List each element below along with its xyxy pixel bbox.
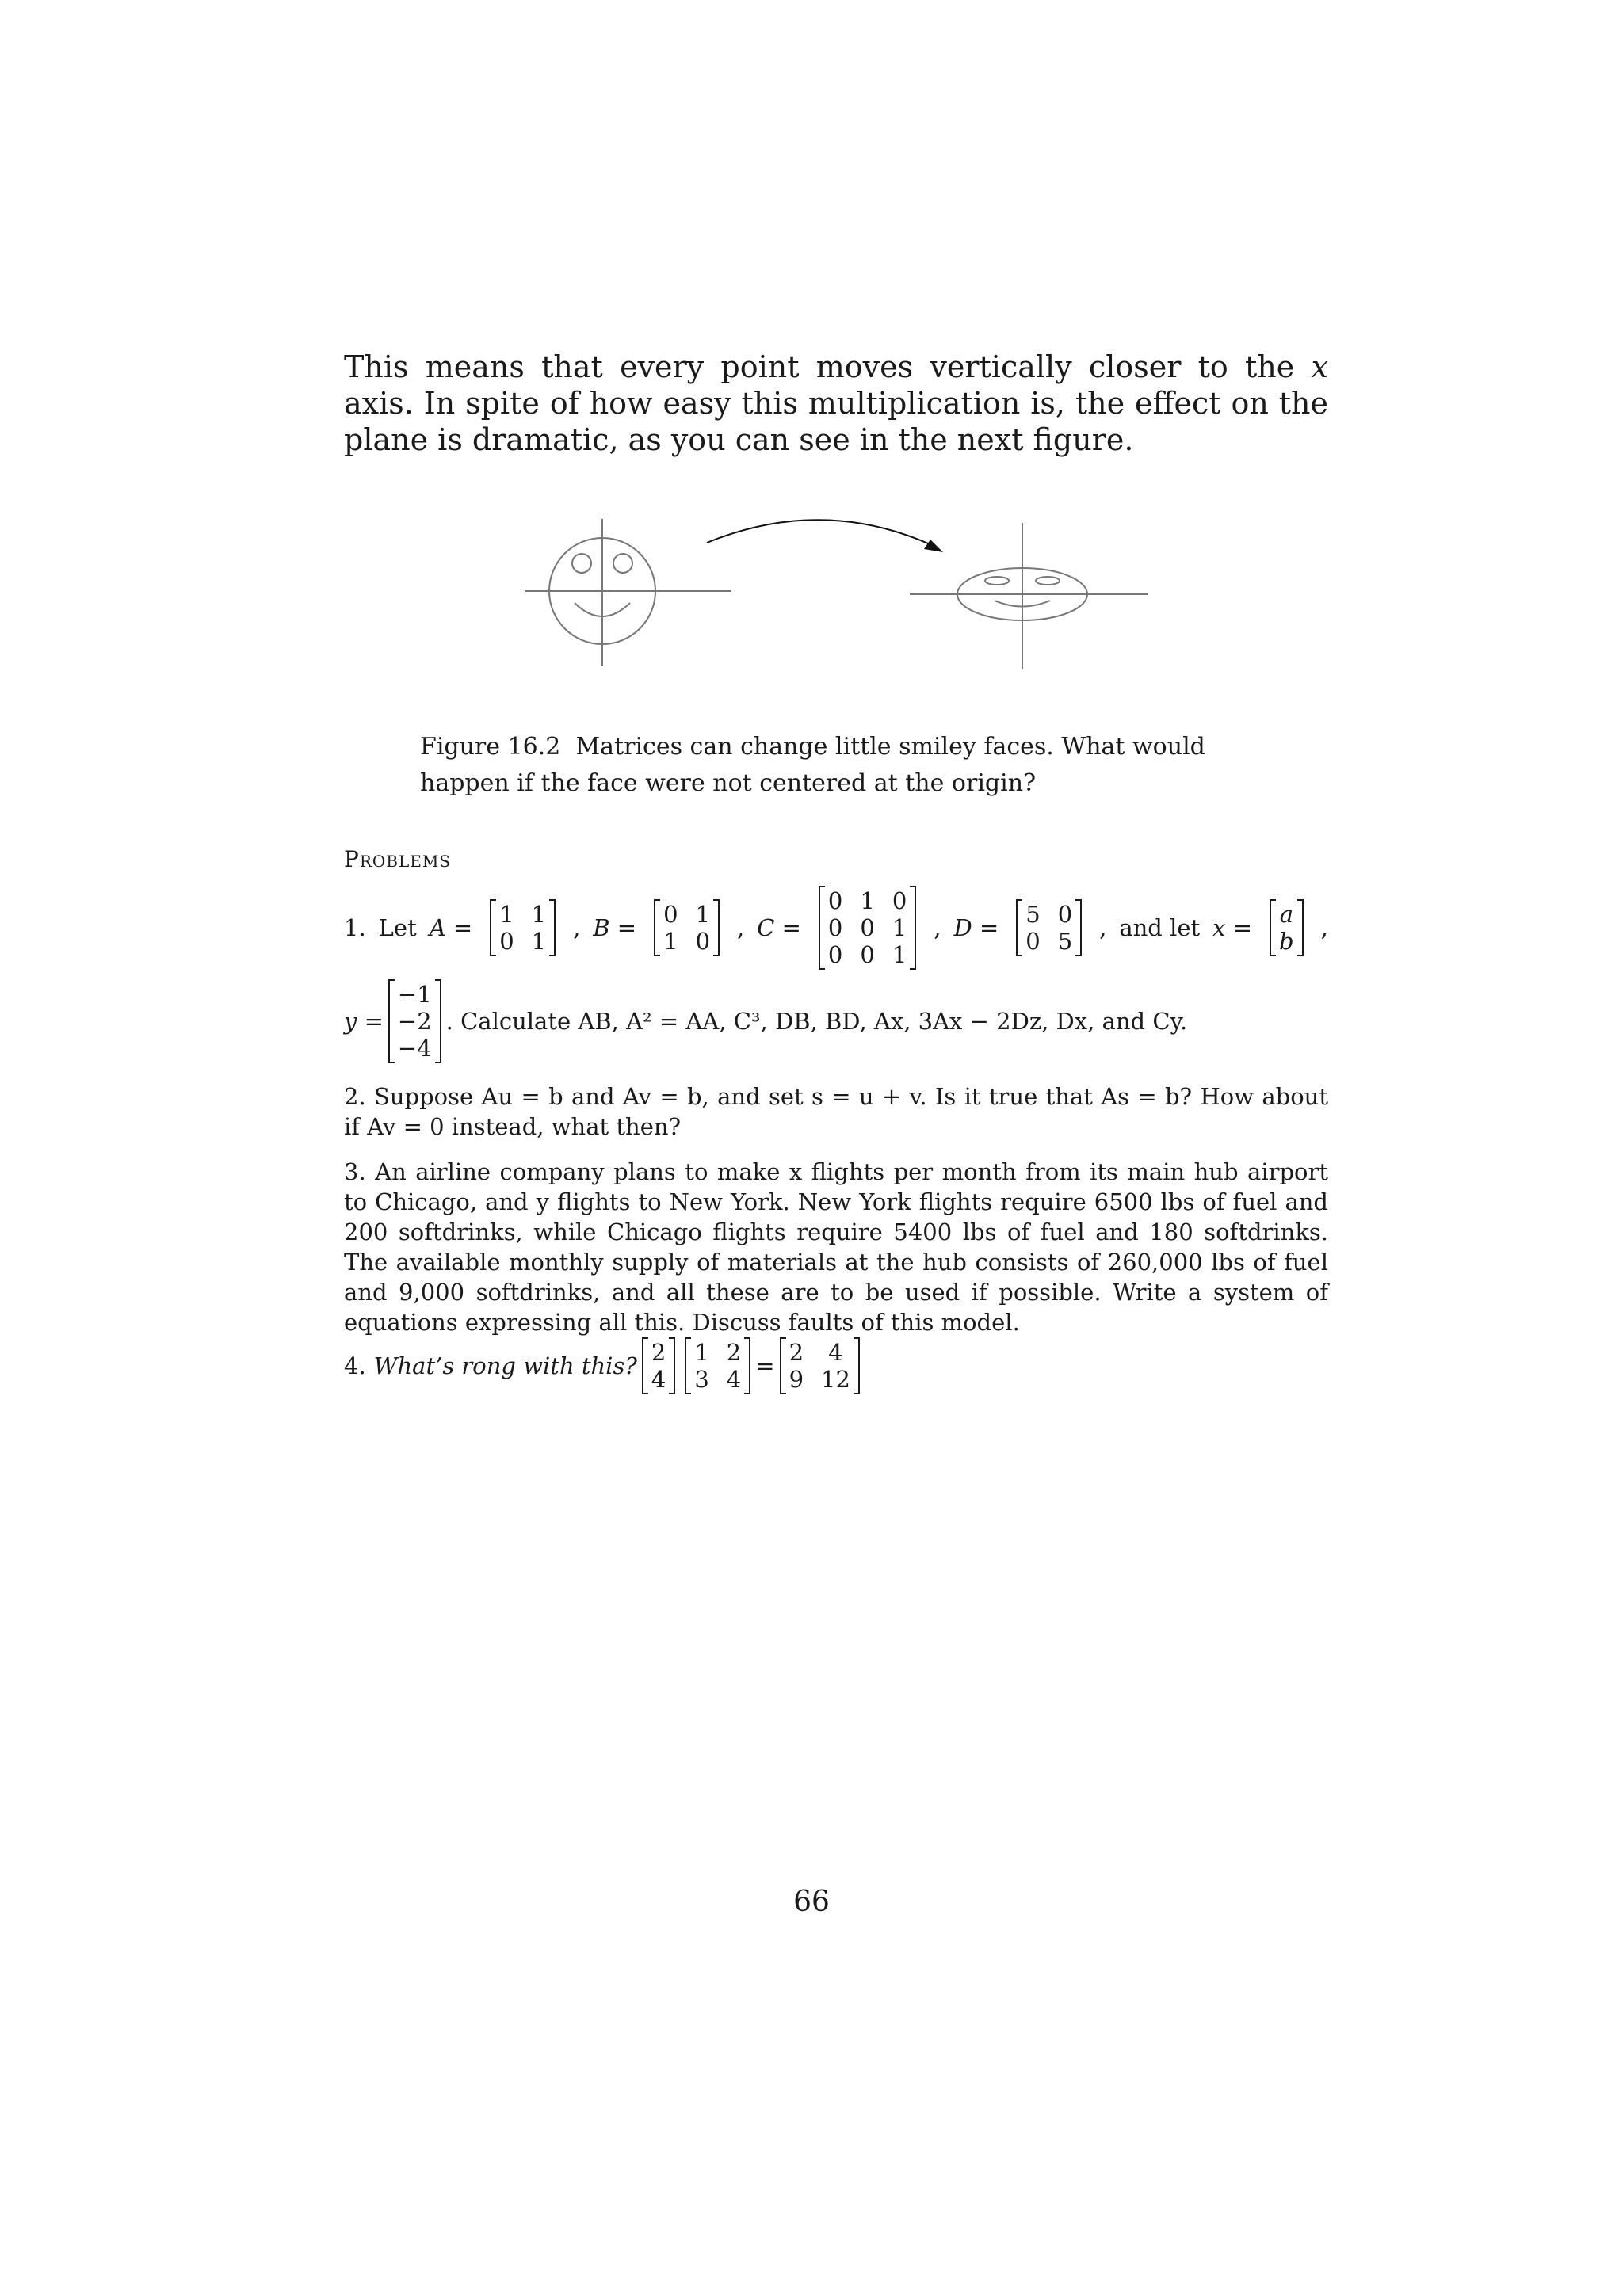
right-eye-right: [1036, 577, 1060, 585]
problem-1-let: Let: [378, 914, 417, 941]
vector-v: 2 4: [642, 1337, 675, 1394]
matrix-D: 5 0 0 5: [1016, 899, 1082, 956]
matrix-B-name: B: [593, 914, 610, 941]
problem-1-line1: 1. Let A = 1 1 0 1 , B = 0 1 1 0 , C = 0 1 0 0 0 1 0 0 1 , D = 5 0 0 5 , and let x = a b ,: [344, 887, 1328, 968]
left-eye-left: [572, 554, 591, 573]
right-eye-left: [985, 577, 1009, 585]
vector-y-name: y: [344, 1008, 357, 1035]
problem-4-question: What’s rong with this?: [373, 1352, 637, 1379]
right-smiley: [910, 523, 1148, 669]
problem-1: [344, 886, 1328, 1063]
smiley-figure: [475, 503, 1157, 677]
transform-arrow: [707, 520, 943, 552]
left-eye-right: [613, 554, 632, 573]
intro-paragraph: [344, 349, 1328, 458]
page-number: 66: [793, 1886, 830, 1918]
problem-4-number: 4.: [344, 1352, 366, 1379]
matrix-C-name: C: [757, 914, 775, 941]
section-title: Problems: [344, 846, 452, 872]
vector-x: a b: [1270, 899, 1304, 956]
problem-1-calculate: . Calculate AB, A² = AA, C³, DB, BD, Ax, 3Ax − 2Dz, Dx, and Cy.: [445, 1008, 1188, 1035]
matrix-A: 1 1 0 1: [490, 899, 556, 956]
caption-label: Figure 16.2: [420, 733, 561, 761]
problem-3: [344, 1157, 1328, 1337]
figure-caption: [420, 729, 1260, 802]
matrix-B: 0 1 1 0: [654, 899, 720, 956]
problem-4: [344, 1337, 1328, 1394]
vector-x-name: x: [1212, 914, 1226, 941]
matrix-A-name: A: [429, 914, 446, 941]
problem-1-and-let: and let: [1119, 914, 1201, 941]
left-smiley: [525, 519, 731, 666]
intro-text-rest: axis. In spite of how easy this multiplication is, the effect on the plane is dramatic, as you can see in the next figure.: [344, 386, 1328, 457]
problem-1-number: 1.: [344, 914, 366, 941]
problem-1-line2: y = −1 −2 −4 . Calculate AB, A² = AA, C³, DB, BD, Ax, 3Ax − 2Dz, Dx, and Cy.: [344, 981, 1188, 1062]
problem-3-text: 3. An airline company plans to make x flights per month from its main hub airport to Chicago, and y flights to New York. New York flights require 6500 lbs of fuel and 200 softdrinks, while Chicago flights require 5400 lbs of fuel and 180 softdrinks. The available monthly supply of materials at the hub consists of 260,000 lbs of fuel and 9,000 softdrinks, and all these are to be used if possible. Write a system of equations expressing all this. Discuss faults of this model.: [344, 1158, 1328, 1336]
problem-2-text: 2. Suppose Au = b and Av = b, and set s = u + v. Is it true that As = b? How about if Av = 0 instead, what then?: [344, 1083, 1328, 1140]
matrix-M: 1 2 3 4: [685, 1337, 750, 1394]
caption-text: Matrices can change little smiley faces. What would happen if the face were not centered at the origin?: [420, 733, 1205, 797]
problem-2: [344, 1081, 1328, 1142]
intro-text: This means that every point moves vertically closer to the: [344, 349, 1312, 384]
problem-4-line: 4. What’s rong with this? 2 4 1 2 3 4 = 2 4 9 12: [344, 1337, 1328, 1394]
vector-y: −1 −2 −4: [388, 979, 441, 1063]
matrix-result: 2 4 9 12: [780, 1337, 860, 1394]
matrix-D-name: D: [953, 914, 972, 941]
intro-variable: x: [1311, 349, 1328, 384]
matrix-C: 0 1 0 0 0 1 0 0 1: [819, 886, 916, 970]
